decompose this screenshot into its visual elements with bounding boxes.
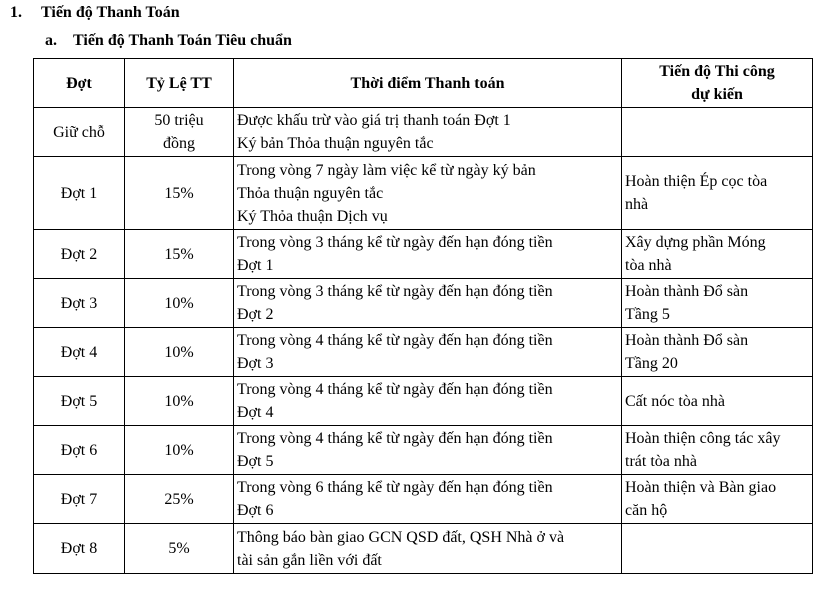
cell-dot: Đợt 8	[34, 524, 125, 574]
cell-ty-le-line: 25%	[164, 490, 194, 508]
cell-thoi-diem-line: Ký Thỏa thuận Dịch vụ	[237, 207, 388, 225]
table-row	[34, 157, 813, 230]
cell-dot: Đợt 6	[34, 426, 125, 475]
cell-tien-do	[622, 108, 813, 157]
table-row	[34, 108, 813, 157]
cell-ty-le-line: 10%	[164, 441, 194, 459]
cell-tien-do-line: Cất nóc tòa nhà	[625, 392, 725, 410]
header-tien-do	[622, 59, 813, 108]
table-header-row	[34, 59, 813, 108]
cell-tien-do-line: trát tòa nhà	[625, 453, 697, 470]
header-dot: Đợt	[34, 59, 125, 108]
cell-thoi-diem-line: Trong vòng 4 tháng kể từ ngày đến hạn đóng tiền	[237, 332, 553, 349]
cell-tien-do-line: nhà	[625, 196, 649, 213]
cell-thoi-diem	[234, 328, 622, 377]
cell-dot: Đợt 5	[34, 377, 125, 426]
cell-tien-do-line: Hoàn thành Đổ sàn	[625, 283, 749, 300]
subsection-letter: a.	[45, 32, 57, 49]
header-tien-do-line-2: dự kiến	[691, 86, 743, 103]
cell-tien-do-line: Xây dựng phần Móng	[625, 234, 766, 251]
cell-ty-le	[125, 157, 234, 230]
cell-thoi-diem	[234, 157, 622, 230]
cell-ty-le	[125, 328, 234, 377]
payment-schedule-table	[33, 58, 813, 574]
cell-thoi-diem-line: tài sản gắn liền với đất	[237, 551, 382, 569]
cell-tien-do	[622, 475, 813, 524]
cell-thoi-diem	[234, 230, 622, 279]
cell-tien-do-line: Hoàn thiện công tác xây	[625, 430, 781, 447]
header-ty-le: Tỷ Lệ TT	[125, 59, 234, 108]
cell-tien-do	[622, 524, 813, 574]
cell-ty-le	[125, 230, 234, 279]
table-row	[34, 328, 813, 377]
cell-ty-le	[125, 108, 234, 157]
cell-ty-le	[125, 377, 234, 426]
cell-thoi-diem	[234, 108, 622, 157]
table-row	[34, 230, 813, 279]
cell-tien-do	[622, 230, 813, 279]
cell-ty-le-line: 10%	[164, 294, 194, 312]
cell-thoi-diem-line: Thỏa thuận nguyên tắc	[237, 184, 384, 202]
cell-thoi-diem	[234, 426, 622, 475]
subsection-title: Tiến độ Thanh Toán Tiêu chuẩn	[73, 32, 292, 49]
cell-ty-le-line: 15%	[164, 184, 194, 202]
cell-thoi-diem	[234, 475, 622, 524]
cell-thoi-diem-line: Trong vòng 4 tháng kể từ ngày đến hạn đóng tiền	[237, 430, 553, 447]
cell-ty-le-line: 15%	[164, 245, 194, 263]
cell-tien-do	[622, 377, 813, 426]
cell-thoi-diem-line: Đợt 4	[237, 404, 274, 421]
cell-ty-le-line: đồng	[163, 135, 195, 152]
cell-ty-le-line: 10%	[164, 343, 194, 361]
table-row	[34, 524, 813, 574]
cell-dot: Giữ chỗ	[34, 108, 125, 157]
header-thoi-diem: Thời điểm Thanh toán	[234, 59, 622, 108]
cell-thoi-diem-line: Trong vòng 3 tháng kể từ ngày đến hạn đóng tiền	[237, 283, 553, 300]
cell-thoi-diem-line: Đợt 5	[237, 453, 274, 470]
cell-dot: Đợt 3	[34, 279, 125, 328]
cell-tien-do-line: căn hộ	[625, 502, 668, 519]
cell-thoi-diem-line: Đợt 3	[237, 355, 274, 372]
cell-thoi-diem-line: Trong vòng 6 tháng kể từ ngày đến hạn đóng tiền	[237, 479, 553, 496]
cell-thoi-diem-line: Đợt 2	[237, 306, 274, 323]
cell-dot: Đợt 4	[34, 328, 125, 377]
subsection-heading	[45, 32, 292, 50]
cell-tien-do-line: Hoàn thiện Ép cọc tòa	[625, 173, 768, 190]
cell-thoi-diem-line: Trong vòng 4 tháng kể từ ngày đến hạn đóng tiền	[237, 381, 553, 398]
cell-thoi-diem-line: Đợt 1	[237, 257, 274, 274]
cell-tien-do-line: Hoàn thành Đổ sàn	[625, 332, 749, 349]
cell-tien-do	[622, 157, 813, 230]
cell-thoi-diem	[234, 279, 622, 328]
cell-thoi-diem	[234, 377, 622, 426]
table-row	[34, 279, 813, 328]
cell-thoi-diem	[234, 524, 622, 574]
cell-tien-do	[622, 279, 813, 328]
cell-tien-do	[622, 426, 813, 475]
cell-tien-do	[622, 328, 813, 377]
cell-ty-le	[125, 524, 234, 574]
cell-dot: Đợt 2	[34, 230, 125, 279]
header-tien-do-line-1: Tiến độ Thi công	[659, 63, 775, 80]
cell-ty-le	[125, 279, 234, 328]
cell-ty-le-line: 10%	[164, 392, 194, 410]
cell-dot: Đợt 1	[34, 157, 125, 230]
cell-thoi-diem-line: Thông báo bàn giao GCN QSD đất, QSH Nhà ở và	[237, 528, 565, 546]
cell-tien-do-line: Tầng 5	[625, 306, 670, 323]
table-row	[34, 475, 813, 524]
cell-dot: Đợt 7	[34, 475, 125, 524]
section-title: Tiến độ Thanh Toán	[41, 4, 180, 21]
cell-thoi-diem-line: Được khấu trừ vào giá trị thanh toán Đợt 1	[237, 112, 511, 129]
cell-thoi-diem-line: Trong vòng 7 ngày làm việc kể từ ngày ký bản	[237, 161, 536, 179]
cell-thoi-diem-line: Đợt 6	[237, 502, 274, 519]
section-heading	[10, 4, 180, 22]
cell-tien-do-line: Hoàn thiện và Bàn giao	[625, 479, 777, 496]
cell-ty-le	[125, 426, 234, 475]
table-row	[34, 377, 813, 426]
cell-ty-le	[125, 475, 234, 524]
cell-thoi-diem-line: Trong vòng 3 tháng kể từ ngày đến hạn đóng tiền	[237, 234, 553, 251]
cell-tien-do-line: tòa nhà	[625, 257, 672, 274]
cell-ty-le-line: 50 triệu	[154, 112, 204, 129]
cell-tien-do-line: Tầng 20	[625, 355, 678, 372]
section-number: 1.	[10, 4, 22, 21]
table-row	[34, 426, 813, 475]
cell-thoi-diem-line: Ký bản Thỏa thuận nguyên tắc	[237, 135, 434, 152]
cell-ty-le-line: 5%	[168, 540, 190, 557]
